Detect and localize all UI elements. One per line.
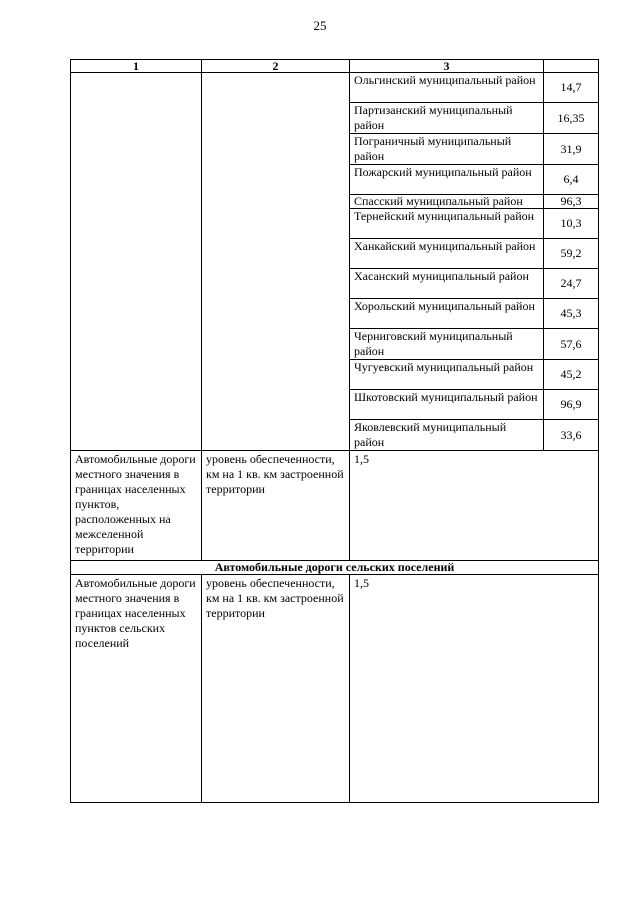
district-row	[71, 73, 599, 103]
district-name: Чугуевский муниципальный район	[350, 360, 544, 390]
district-block-col-2	[202, 73, 350, 451]
district-name: Партизанский муниципальный район	[350, 103, 544, 134]
district-value: 16,35	[544, 103, 599, 134]
district-value: 24,7	[544, 269, 599, 299]
intersettlement-value: 1,5	[350, 451, 599, 561]
district-value: 45,2	[544, 360, 599, 390]
district-value: 10,3	[544, 209, 599, 239]
district-name: Черниговский муниципальный район	[350, 329, 544, 360]
intersettlement-road-type: Автомобильные дороги местного значения в границах населенных пунктов, расположенных на межселенной территории	[71, 451, 202, 561]
rural-road-type: Автомобильные дороги местного значения в границах населенных пунктов сельских поселений	[71, 575, 202, 803]
intersettlement-row	[71, 451, 599, 561]
rural-value: 1,5	[350, 575, 599, 803]
district-name: Ольгинский муниципальный район	[350, 73, 544, 103]
district-block-col-1	[71, 73, 202, 451]
indicators-table	[70, 59, 599, 803]
rural-indicator: уровень обеспеченности, км на 1 кв. км застроенной территории	[202, 575, 350, 803]
header-col-3: 3	[350, 60, 544, 73]
section-title-rural-roads: Автомобильные дороги сельских поселений	[71, 561, 599, 575]
district-name: Хорольский муниципальный район	[350, 299, 544, 329]
district-value: 59,2	[544, 239, 599, 269]
district-name: Хасанский муниципальный район	[350, 269, 544, 299]
district-value: 96,9	[544, 390, 599, 420]
district-value: 45,3	[544, 299, 599, 329]
district-value: 57,6	[544, 329, 599, 360]
district-name: Яковлевский муниципальный район	[350, 420, 544, 451]
section-title-row	[71, 561, 599, 575]
district-name: Ханкайский муниципальный район	[350, 239, 544, 269]
header-col-2: 2	[202, 60, 350, 73]
rural-row	[71, 575, 599, 803]
intersettlement-indicator: уровень обеспеченности, км на 1 кв. км застроенной территории	[202, 451, 350, 561]
district-value: 31,9	[544, 134, 599, 165]
page-number: 25	[313, 18, 327, 33]
district-value: 6,4	[544, 165, 599, 195]
district-value: 96,3	[544, 195, 599, 209]
district-name: Пожарский муниципальный район	[350, 165, 544, 195]
header-col-1: 1	[71, 60, 202, 73]
district-name: Тернейский муниципальный район	[350, 209, 544, 239]
header-row	[71, 60, 599, 73]
district-value: 14,7	[544, 73, 599, 103]
district-name: Пограничный муниципальный район	[350, 134, 544, 165]
district-value: 33,6	[544, 420, 599, 451]
header-col-4	[544, 60, 599, 73]
district-name: Спасский муниципальный район	[350, 195, 544, 209]
district-name: Шкотовский муниципальный район	[350, 390, 544, 420]
